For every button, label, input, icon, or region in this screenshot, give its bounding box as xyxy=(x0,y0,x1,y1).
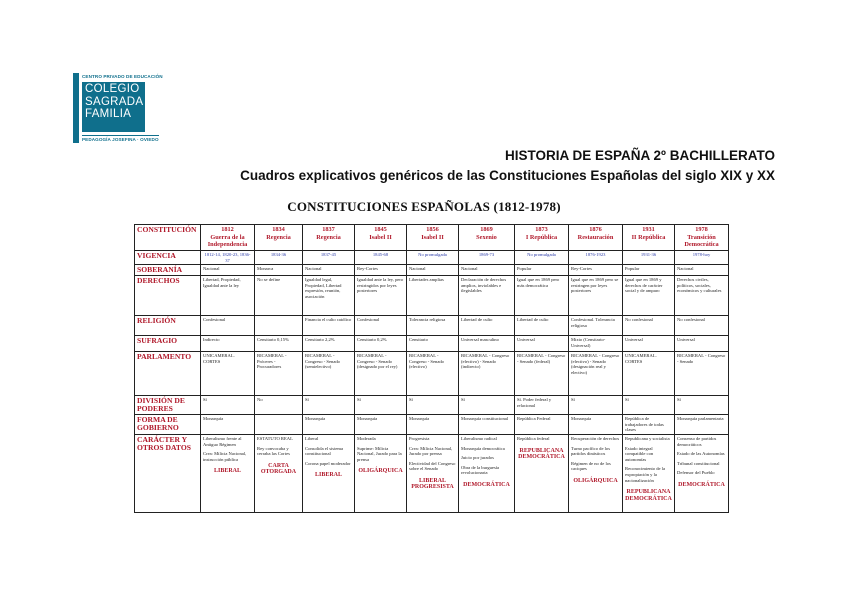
table-cell: BICAMERAL - Próceres - Procuradores xyxy=(255,352,303,396)
column-header xyxy=(459,225,515,251)
cell-note: Electividad del Congreso sobre el Senado xyxy=(409,460,456,472)
table-header-row xyxy=(135,225,729,251)
column-name: Transición Democrática xyxy=(684,234,719,248)
table-cell: Censitario 0,2% xyxy=(355,336,407,352)
cell-note: Turno pacífico de los partidos dinásticos xyxy=(571,445,610,457)
table-row xyxy=(135,336,729,352)
column-name: Regencia xyxy=(266,234,291,241)
table-cell: UNICAMERAL. CORTES xyxy=(201,352,255,396)
cell-note: Moderada xyxy=(357,435,376,441)
political-tag: DEMOCRÁTICA xyxy=(678,481,725,488)
cell-note: Suprime: Milicia Nacional, Jurado para la prensa xyxy=(357,445,402,462)
column-year: 1837 xyxy=(322,226,335,233)
column-year: 1869 xyxy=(480,226,493,233)
cell-note: Consenso de partidos democráticos xyxy=(677,435,717,447)
table-cell: República Federal xyxy=(515,415,569,435)
table-cell: Censitario 2,2% xyxy=(303,336,355,352)
table-cell: República de trabajadores de todas clases xyxy=(623,415,675,435)
table-cell xyxy=(255,415,303,435)
cell-note: República federal xyxy=(517,435,550,441)
cell-note: Liberalismo radical xyxy=(461,435,497,441)
political-tag: OLIGÁRQUICA xyxy=(573,477,618,484)
table-cell: Sí xyxy=(569,396,623,415)
page-subtitle: Cuadros explicativos genéricos de las Constituciones Españolas del siglo XIX y XX xyxy=(240,168,775,183)
cell-note: Republicana y socialista xyxy=(625,435,670,441)
table-cell: Indirecto xyxy=(201,336,255,352)
table-cell: Popular xyxy=(623,265,675,276)
cell-note: Régimen de no de los caciques xyxy=(571,460,611,472)
table-cell: Nacional xyxy=(675,265,729,276)
table-cell: Sí xyxy=(201,396,255,415)
column-year: 1873 xyxy=(535,226,548,233)
table-cell: Igual que en 1869 y derechos de carácter social y de amparo xyxy=(623,276,675,316)
cell-note: Juicio por jurados xyxy=(461,455,494,461)
column-header xyxy=(355,225,407,251)
column-name: I República xyxy=(525,234,558,241)
table-cell: BICAMERAL - Congreso - Senado (electivo) xyxy=(407,352,459,396)
table-cell xyxy=(201,434,255,512)
cell-note: Liberal xyxy=(305,435,319,441)
table-cell: Universal xyxy=(623,336,675,352)
table-cell: Igualdad ante la ley, pero restringidos por leyes posteriores xyxy=(355,276,407,316)
column-year: 1845 xyxy=(374,226,387,233)
logo-bar xyxy=(73,73,79,143)
table-cell: Declaración de derechos amplios, inviolables e ilegislables xyxy=(459,276,515,316)
logo-line: COLEGIO xyxy=(85,83,140,95)
table-cell xyxy=(407,434,459,512)
logo-top-text: CENTRO PRIVADO DE EDUCACIÓN xyxy=(82,74,163,79)
column-name: Guerra de la Independencia xyxy=(207,234,248,248)
table-cell xyxy=(355,434,407,512)
table-cell: Rey-Cortes xyxy=(355,265,407,276)
table-cell: 1812-14, 1820-23, 1836-37 xyxy=(201,251,255,265)
column-name: Isabel II xyxy=(421,234,444,241)
row-header: DERECHOS xyxy=(135,276,201,316)
table-cell: Libertad, Propiedad, Igualdad ante la ley xyxy=(201,276,255,316)
table-cell: Confesional xyxy=(201,316,255,336)
table-cell xyxy=(255,434,303,512)
table-row xyxy=(135,276,729,316)
table-cell: 1845-68 xyxy=(355,251,407,265)
cell-note: Liberalismo frente al Antiguo Régimen xyxy=(203,435,242,447)
column-header xyxy=(255,225,303,251)
table-cell: Confesional xyxy=(355,316,407,336)
row-header: FORMA DE GOBIERNO xyxy=(135,415,201,435)
table-cell: 1834-36 xyxy=(255,251,303,265)
table-cell: No xyxy=(255,396,303,415)
table-cell: 1978-hoy xyxy=(675,251,729,265)
logo-block xyxy=(82,82,145,132)
table-cell: Derechos civiles, políticos, sociales, económicos y culturales xyxy=(675,276,729,316)
row-header: SOBERANÍA xyxy=(135,265,201,276)
column-name: Regencia xyxy=(316,234,341,241)
cell-note: Defensor del Pueblo xyxy=(677,470,715,476)
column-header xyxy=(303,225,355,251)
table-cell: BICAMERAL - Congreso (electivo) - Senado (designación real y electivo) xyxy=(569,352,623,396)
table-cell: Sí xyxy=(303,396,355,415)
table-cell: Monarca xyxy=(255,265,303,276)
table-cell: Monarquía xyxy=(569,415,623,435)
cell-note: Consolida el sistema constitucional xyxy=(305,445,344,457)
column-year: 1812 xyxy=(221,226,234,233)
cell-note: Tribunal constitucional xyxy=(677,460,720,466)
table-cell: Censitario 0,15% xyxy=(255,336,303,352)
column-header xyxy=(623,225,675,251)
political-tag: REPUBLICANA DEMOCRÁTICA xyxy=(625,489,672,502)
column-header xyxy=(407,225,459,251)
table-cell: BICAMERAL - Congreso - Senado (designado por el rey) xyxy=(355,352,407,396)
cell-note: ESTATUTO REAL xyxy=(257,435,293,441)
political-tag: REPUBLICANA DEMOCRÁTICA xyxy=(518,447,565,461)
column-header xyxy=(201,225,255,251)
cell-note: Recuperación de derechos xyxy=(571,435,620,441)
table-cell: BICAMERAL - Congreso - Senado (federal) xyxy=(515,352,569,396)
table-cell: Igual que en 1869 pero se restringen por leyes posteriores xyxy=(569,276,623,316)
political-tag: LIBERAL PROGRESISTA xyxy=(411,477,454,491)
table-cell: Nacional xyxy=(201,265,255,276)
political-tag: LIBERAL xyxy=(314,472,342,479)
table-cell: Sí xyxy=(623,396,675,415)
table-cell xyxy=(515,434,569,512)
table-cell: No promulgada xyxy=(407,251,459,265)
table-cell xyxy=(569,434,623,512)
logo-bottom-text: PEDAGOGÍA JOSEFINA · OVIEDO xyxy=(82,137,159,142)
table-title: CONSTITUCIONES ESPAÑOLAS (1812-1978) xyxy=(287,199,561,214)
table-cell: Monarquía constitucional xyxy=(459,415,515,435)
cell-note: Obra de la burguesía revolucionaria xyxy=(461,464,500,476)
political-tag: CARTA OTORGADA xyxy=(260,462,297,476)
cell-note: Progresista xyxy=(409,435,430,441)
table-cell: Libertad de culto xyxy=(459,316,515,336)
column-name: Restauración xyxy=(577,234,614,241)
table-row xyxy=(135,265,729,276)
table-cell xyxy=(303,434,355,512)
political-tag: LIBERAL xyxy=(213,468,241,475)
table-cell xyxy=(255,316,303,336)
table-cell: BICAMERAL - Congreso - Senado xyxy=(675,352,729,396)
table-cell: No promulgada xyxy=(515,251,569,265)
cell-note: Estado integral compatible con autonomías xyxy=(625,445,654,462)
table-cell: Libertad de culto xyxy=(515,316,569,336)
cell-note: Monarquía democrática xyxy=(461,445,505,451)
table-cell: Monarquía xyxy=(201,415,255,435)
table-cell: Tolerancia religiosa xyxy=(407,316,459,336)
table-cell: Libertades amplias xyxy=(407,276,459,316)
table-row xyxy=(135,434,729,512)
table-cell: Sí xyxy=(355,396,407,415)
column-header xyxy=(515,225,569,251)
table-cell: Universal xyxy=(675,336,729,352)
row-header: DIVISIÓN DE PODERES xyxy=(135,396,201,415)
table-cell xyxy=(675,434,729,512)
row-header: VIGENCIA xyxy=(135,251,201,265)
table-cell: Nacional xyxy=(407,265,459,276)
cell-note: Rey convocaba y cerraba las Cortes xyxy=(257,445,290,457)
table-cell: Universal masculino xyxy=(459,336,515,352)
constitutions-table xyxy=(134,224,729,513)
table-row xyxy=(135,316,729,336)
cell-note: Crea: Milicia Nacional, instrucción pública xyxy=(203,451,247,462)
table-cell: 1869-73 xyxy=(459,251,515,265)
table-cell: No confesional xyxy=(623,316,675,336)
table-cell: Confesional. Tolerancia religiosa xyxy=(569,316,623,336)
table-cell: Universal xyxy=(515,336,569,352)
row-header: CONSTITUCIÓN xyxy=(135,225,201,251)
column-name: Sexenio xyxy=(476,234,497,241)
political-tag: OLIGÁRQUICA xyxy=(358,468,403,475)
table-cell: Sí xyxy=(407,396,459,415)
table-cell: Monarquía xyxy=(303,415,355,435)
column-header xyxy=(569,225,623,251)
row-header: RELIGIÓN xyxy=(135,316,201,336)
table-cell: Monarquía xyxy=(355,415,407,435)
table-row xyxy=(135,415,729,435)
table-cell: Sí xyxy=(459,396,515,415)
column-header xyxy=(675,225,729,251)
table-cell xyxy=(623,434,675,512)
row-header: CARÁCTER Y OTROS DATOS xyxy=(135,434,201,512)
table-cell: No confesional xyxy=(675,316,729,336)
table-row xyxy=(135,352,729,396)
table-row xyxy=(135,396,729,415)
logo-line: FAMILIA xyxy=(85,108,132,120)
table-cell: Nacional xyxy=(459,265,515,276)
column-name: II República xyxy=(631,234,666,241)
table-cell: BICAMERAL - Congreso - Senado (semielectivo) xyxy=(303,352,355,396)
table-cell: Financia el culto católico xyxy=(303,316,355,336)
cell-note: Crea: Milicia Nacional, Jurado por prensa xyxy=(409,445,453,457)
table-cell: Mixto (Censitario-Universal) xyxy=(569,336,623,352)
logo-line: SAGRADA xyxy=(85,95,144,108)
row-header: SUFRAGIO xyxy=(135,336,201,352)
cell-note: Estado de las Autonomías xyxy=(677,451,725,457)
table-cell: Monarquía parlamentaria xyxy=(675,415,729,435)
column-year: 1834 xyxy=(272,226,285,233)
column-year: 1856 xyxy=(426,226,439,233)
column-name: Isabel II xyxy=(369,234,392,241)
table-cell: Igualdad legal, Propiedad, Libertad expresión, reunión, asociación xyxy=(303,276,355,316)
table-cell: 1931-36 xyxy=(623,251,675,265)
table-cell: BICAMERAL - Congreso (electivo) - Senado (indirecto) xyxy=(459,352,515,396)
table-cell: Monarquía xyxy=(407,415,459,435)
table-cell: Popular xyxy=(515,265,569,276)
table-cell: Igual que en 1869 pero más democrática xyxy=(515,276,569,316)
cell-note: Corona papel moderador xyxy=(305,460,351,466)
table-cell: 1837-45 xyxy=(303,251,355,265)
table-cell: No se define xyxy=(255,276,303,316)
table-cell: Sí xyxy=(675,396,729,415)
row-header: PARLAMENTO xyxy=(135,352,201,396)
table-cell xyxy=(459,434,515,512)
table-row xyxy=(135,251,729,265)
political-tag: DEMOCRÁTICA xyxy=(463,481,510,488)
cell-note: Reconocimiento de la expropiación y la nacionalización xyxy=(625,466,666,483)
table-cell: Censitario xyxy=(407,336,459,352)
column-year: 1931 xyxy=(642,226,655,233)
table-cell: UNICAMERAL. CORTES xyxy=(623,352,675,396)
table-cell: Rey-Cortes xyxy=(569,265,623,276)
table-cell: Nacional xyxy=(303,265,355,276)
column-year: 1876 xyxy=(589,226,602,233)
page-title: HISTORIA DE ESPAÑA 2º BACHILLERATO xyxy=(505,148,775,163)
table-cell: Sí. Poder federal y relacional xyxy=(515,396,569,415)
column-year: 1978 xyxy=(695,226,708,233)
school-logo xyxy=(73,73,163,143)
table-cell: 1876-1923 xyxy=(569,251,623,265)
